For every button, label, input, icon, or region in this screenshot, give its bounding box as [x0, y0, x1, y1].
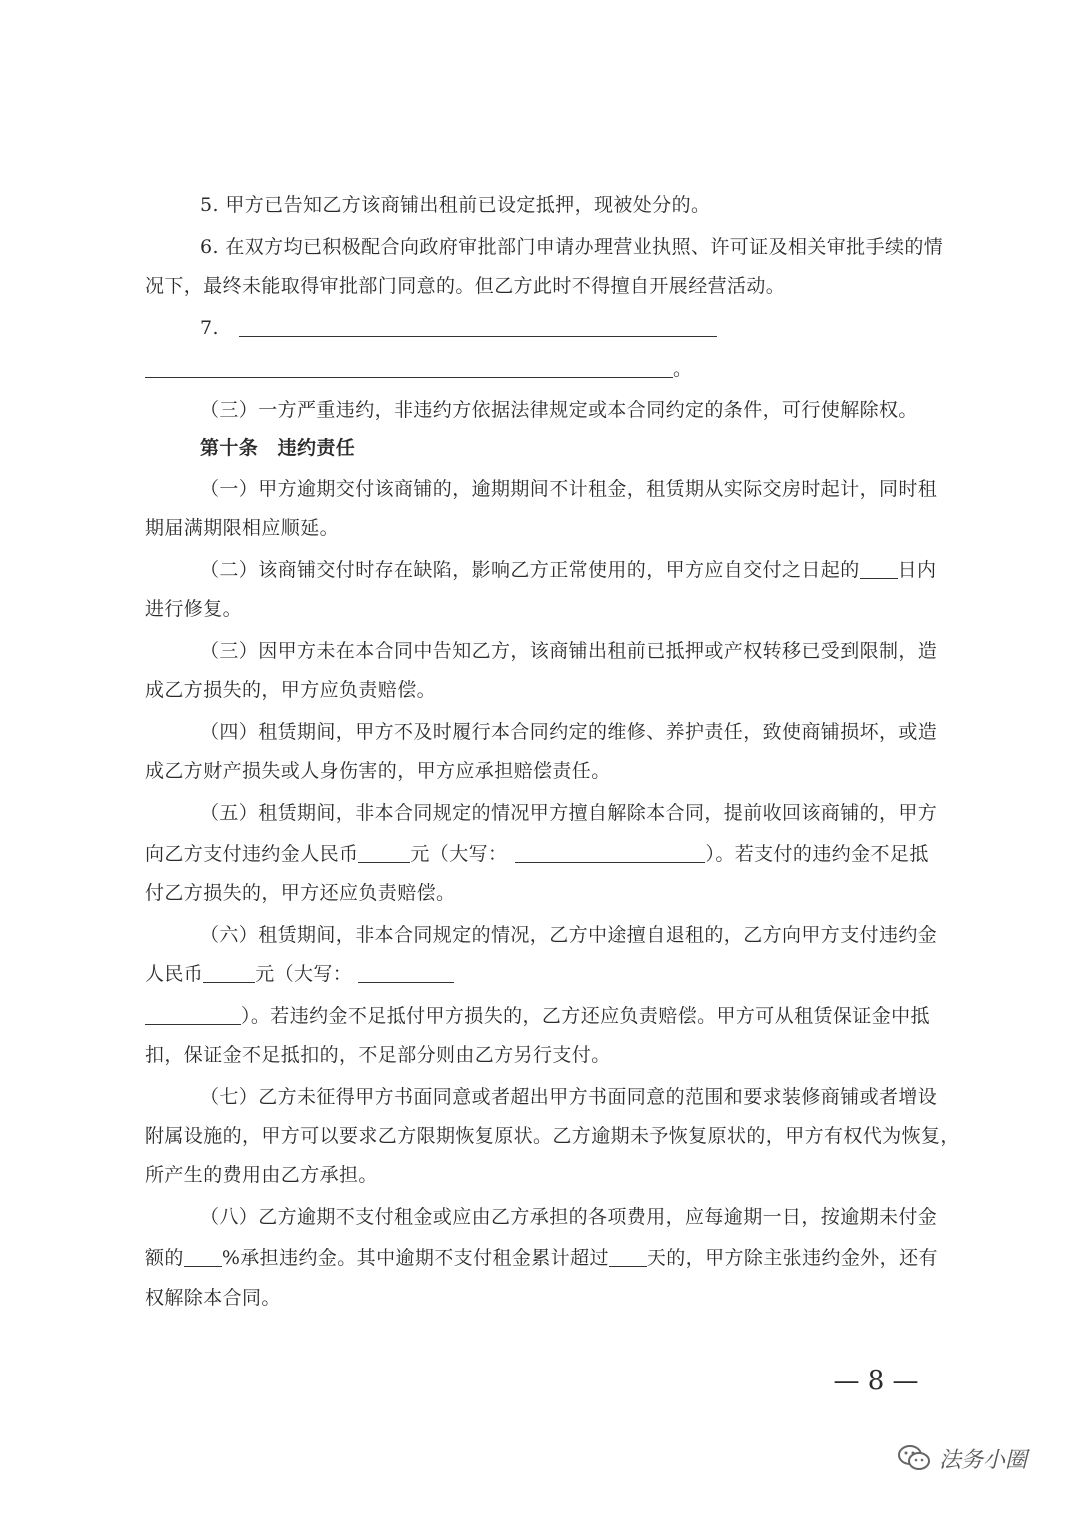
liability-2-line-1 [200, 558, 955, 582]
liability-5-line-3: 付乙方损失的，甲方还应负责赔偿。 [145, 882, 456, 904]
clause-7-number: 7. [200, 317, 219, 339]
liability-2-text-end: 日内 [897, 559, 937, 581]
penalty-rate-blank [184, 1246, 222, 1267]
liability-6-line-3 [145, 1004, 955, 1028]
liability-3-line-2: 成乙方损失的，甲方应负责赔偿。 [145, 679, 437, 701]
liability-4-line-1: （四）租赁期间，甲方不及时履行本合同约定的维修、养护责任，致使商铺损坏，或造 [200, 721, 938, 743]
penalty-amount-blank [358, 842, 410, 863]
liability-8-line-3: 权解除本合同。 [145, 1287, 281, 1309]
liability-8-line-2 [145, 1246, 955, 1270]
liability-3-line-1: （三）因甲方未在本合同中告知乙方，该商铺出租前已抵押或产权转移已受到限制，造 [200, 640, 938, 662]
tenant-penalty-capital-blank-2 [145, 1004, 241, 1025]
clause-7-end: 。 [673, 358, 693, 380]
liability-6-line-2 [145, 962, 955, 986]
watermark [897, 1440, 1047, 1476]
penalty-capital-blank [515, 842, 705, 863]
liability-6-text-3: ）。若违约金不足抵付甲方损失的，乙方还应负责赔偿。甲方可从租赁保证金中抵 [241, 1005, 930, 1027]
liability-2-line-2: 进行修复。 [145, 598, 243, 620]
page-number: — 8 — [833, 1366, 919, 1396]
liability-5-line-2 [145, 842, 955, 866]
clause-7-blank-2 [145, 357, 673, 378]
clause-5: 5. 甲方已告知乙方该商铺出租前已设定抵押，现被处分的。 [200, 194, 711, 216]
liability-4-line-2: 成乙方财产损失或人身伤害的，甲方应承担赔偿责任。 [145, 760, 611, 782]
liability-1-line-1: （一）甲方逾期交付该商铺的，逾期期间不计租金，租赁期从实际交房时起计，同时租 [200, 478, 938, 500]
liability-7-line-2: 附属设施的，甲方可以要求乙方限期恢复原状。乙方逾期未予恢复原状的，甲方有权代为恢复， [145, 1125, 960, 1147]
liability-2-text: （二）该商铺交付时存在缺陷，影响乙方正常使用的，甲方应自交付之日起的 [200, 559, 860, 581]
rescission-right: （三）一方严重违约，非违约方依据法律规定或本合同约定的条件，可行使解除权。 [200, 399, 918, 421]
liability-6-line-1: （六）租赁期间，非本合同规定的情况，乙方中途擅自退租的，乙方向甲方支付违约金 [200, 924, 938, 946]
liability-5-text: 向乙方支付违约金人民币 [145, 843, 359, 865]
watermark-text: 法务小圈 [939, 1447, 1028, 1473]
liability-8-line-1: （八）乙方逾期不支付租金或应由乙方承担的各项费用，应每逾期一日，按逾期未付金 [200, 1206, 938, 1228]
clause-6-line-1: 6. 在双方均已积极配合向政府审批部门申请办理营业执照、许可证及相关审批手续的情 [200, 236, 944, 258]
liability-5-line-1: （五）租赁期间，非本合同规定的情况甲方擅自解除本合同，提前收回该商铺的，甲方 [200, 802, 938, 824]
section-heading: 第十条 违约责任 [200, 437, 356, 459]
tenant-penalty-capital-blank [358, 962, 454, 983]
tenant-penalty-blank [203, 962, 255, 983]
liability-6-text: 人民币 [145, 963, 204, 985]
clause-6-line-2: 况下，最终未能取得审批部门同意的。但乙方此时不得擅自开展经营活动。 [145, 275, 786, 297]
clause-7-line-2 [145, 357, 955, 381]
clause-7-blank [239, 316, 717, 337]
clause-7-line-1 [200, 316, 955, 340]
liability-8-text-3: 天的，甲方除主张违约金外，还有 [646, 1247, 938, 1269]
liability-6-text-2: 元（大写： [255, 963, 353, 985]
liability-1-line-2: 期届满期限相应顺延。 [145, 517, 340, 539]
liability-5-text-3: ）。若支付的违约金不足抵 [705, 843, 929, 865]
liability-7-line-3: 所产生的费用由乙方承担。 [145, 1164, 378, 1186]
liability-5-text-2: 元（大写： [410, 843, 508, 865]
overdue-days-blank [609, 1246, 647, 1267]
repair-days-blank [860, 558, 898, 579]
liability-7-line-1: （七）乙方未征得甲方书面同意或者超出甲方书面同意的范围和要求装修商铺或者增设 [200, 1086, 938, 1108]
wechat-icon [897, 1443, 931, 1473]
liability-8-text: 额的 [145, 1247, 184, 1269]
liability-8-text-2: %承担违约金。其中逾期不支付租金累计超过 [221, 1247, 609, 1269]
liability-6-line-4: 扣，保证金不足抵扣的，不足部分则由乙方另行支付。 [145, 1044, 611, 1066]
